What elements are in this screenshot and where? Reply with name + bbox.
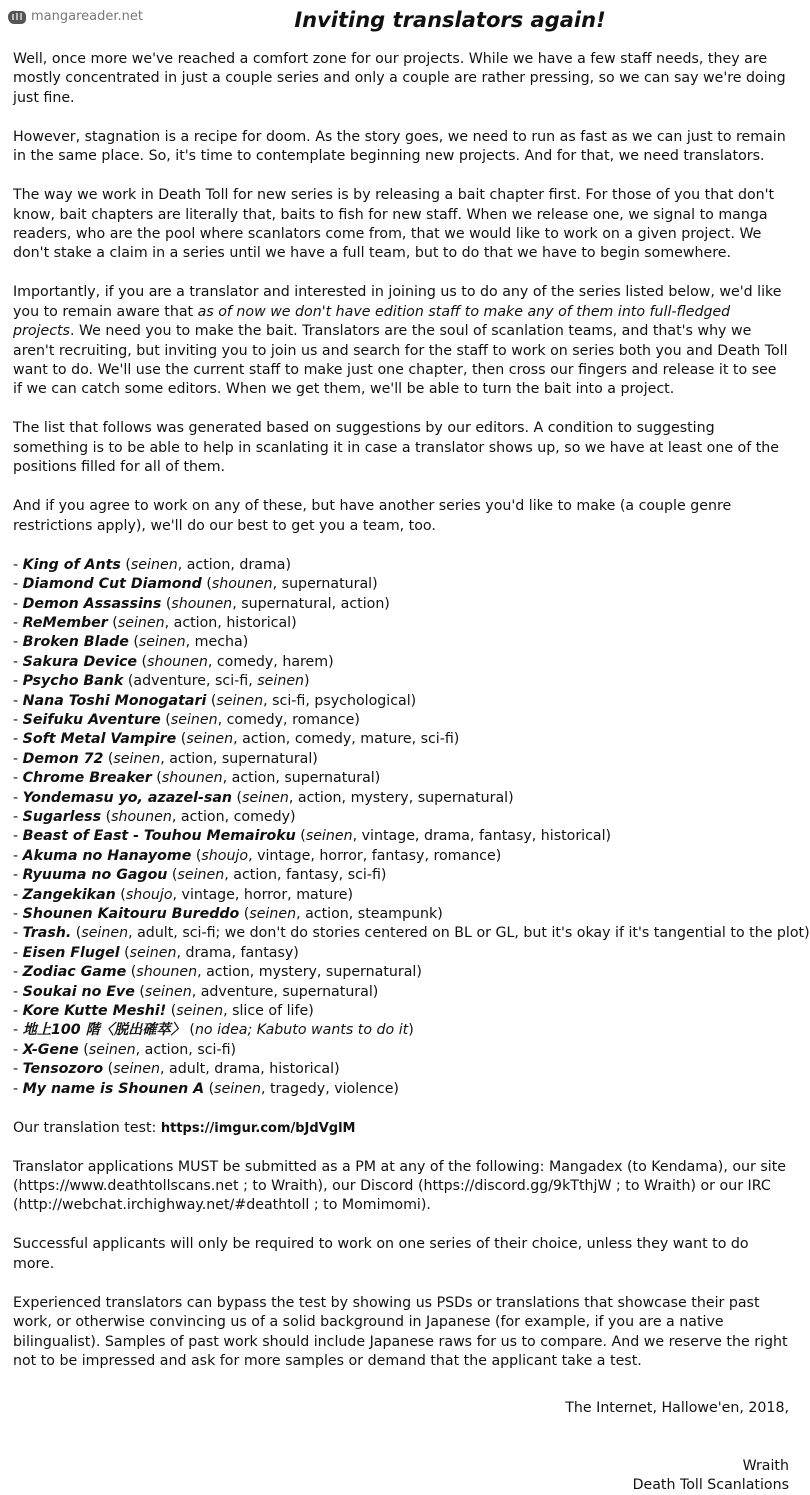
series-prefix: ( bbox=[115, 886, 126, 903]
series-prefix: ( bbox=[126, 964, 137, 981]
series-prefix: ( bbox=[295, 828, 306, 845]
series-demographic: no idea; Kabuto wants to do it bbox=[194, 1022, 409, 1039]
series-demographic: shounen bbox=[161, 770, 223, 787]
series-prefix: ( bbox=[137, 653, 148, 670]
list-dash: - bbox=[13, 634, 23, 651]
list-dash: - bbox=[13, 750, 23, 767]
series-demographic: seinen bbox=[144, 983, 192, 1000]
series-title: Demon Assassins bbox=[22, 595, 162, 612]
series-genres: , vintage, drama, fantasy, historical) bbox=[352, 828, 612, 845]
series-item bbox=[13, 692, 789, 711]
series-title: Diamond Cut Diamond bbox=[22, 576, 202, 593]
series-item bbox=[13, 595, 789, 614]
paragraph-experienced: Experienced translators can bypass the test by showing us PSDs or translations that showcase their past work, or otherwise convincing us of a solid background in Japanese (for example, if you are a native bilingualist). Samples of past work should include Japanese raws for us to compare. And we reserve the right not to be impressed and ask for more samples or demand that the applicant take a test. bbox=[13, 1294, 788, 1370]
series-prefix: ( bbox=[128, 634, 139, 651]
series-prefix: ( bbox=[232, 789, 243, 806]
series-item bbox=[13, 886, 789, 905]
paragraph-applications: Translator applications MUST be submitted as a PM at any of the following: Mangadex (to Kendama), our site (https://www.deathtollscans.net ; to Wraith), our Discord (https://discord.gg/9kTthjW ; to Wraith) or our IRC (http://webchat.irchighway.net/#deathtoll ; to Momimomi). bbox=[13, 1158, 786, 1214]
series-prefix: ( bbox=[166, 1003, 177, 1020]
series-prefix: ( bbox=[101, 808, 112, 825]
translation-test-link[interactable]: https://imgur.com/bJdVglM bbox=[160, 1120, 356, 1136]
series-demographic: seinen bbox=[176, 1003, 224, 1020]
series-item bbox=[13, 808, 789, 827]
series-title: Ryuuma no Gagou bbox=[22, 867, 168, 884]
series-prefix: ( bbox=[71, 925, 82, 942]
list-dash: - bbox=[13, 673, 23, 690]
series-title: Soft Metal Vampire bbox=[22, 731, 177, 748]
translation-test-label: Our translation test: bbox=[13, 1119, 161, 1136]
series-title: ReMember bbox=[22, 614, 108, 631]
series-title: Chrome Breaker bbox=[22, 770, 152, 787]
series-genres: , supernatural) bbox=[272, 576, 378, 593]
series-prefix: ( bbox=[103, 750, 114, 767]
series-item bbox=[13, 905, 789, 924]
series-title: Trash. bbox=[22, 925, 72, 942]
series-prefix: ( bbox=[119, 944, 130, 961]
series-title: Seifuku Aventure bbox=[22, 711, 161, 728]
series-prefix: ( bbox=[151, 770, 162, 787]
series-genres: , adult, sci-fi; we don't do stories centered on BL or GL, but it's okay if it's tangential to the plot) bbox=[128, 925, 810, 942]
list-dash: - bbox=[13, 1061, 23, 1078]
list-dash: - bbox=[13, 1003, 23, 1020]
series-genres: , action, mystery, supernatural) bbox=[288, 789, 514, 806]
series-genres: , drama, fantasy) bbox=[176, 944, 299, 961]
series-title: Sakura Device bbox=[22, 653, 138, 670]
series-demographic: seinen bbox=[216, 692, 264, 709]
series-list bbox=[13, 556, 810, 1099]
signature-group: Death Toll Scanlations bbox=[632, 1476, 789, 1493]
series-item bbox=[13, 1080, 789, 1099]
series-genres: , comedy, romance) bbox=[217, 711, 360, 728]
series-genres: , sci-fi, psychological) bbox=[263, 692, 417, 709]
series-item bbox=[13, 983, 789, 1002]
series-prefix: ( bbox=[239, 906, 250, 922]
series-genres: , comedy, harem) bbox=[207, 653, 334, 670]
series-demographic: shounen bbox=[171, 595, 233, 612]
series-prefix: ( bbox=[184, 1022, 195, 1039]
series-prefix: ( bbox=[167, 867, 178, 884]
series-item bbox=[13, 750, 789, 769]
series-demographic: shoujo bbox=[201, 847, 249, 864]
list-dash: - bbox=[13, 1022, 23, 1039]
list-dash: - bbox=[13, 944, 23, 961]
series-title: Sugarless bbox=[22, 808, 102, 825]
list-dash: - bbox=[13, 711, 23, 728]
series-title: Broken Blade bbox=[22, 634, 129, 651]
series-genres: , action, fantasy, sci-fi) bbox=[224, 867, 387, 884]
series-demographic: seinen bbox=[117, 614, 165, 631]
series-item bbox=[13, 944, 789, 963]
list-dash: - bbox=[13, 828, 23, 845]
series-item bbox=[13, 1041, 789, 1060]
series-demographic: seinen bbox=[170, 711, 218, 728]
series-item bbox=[13, 1021, 789, 1040]
series-title: Yondemasu yo, azazel-san bbox=[22, 789, 233, 806]
list-dash: - bbox=[13, 983, 23, 1000]
series-item bbox=[13, 614, 789, 633]
list-dash: - bbox=[13, 692, 23, 709]
series-genres: , vintage, horror, fantasy, romance) bbox=[248, 847, 502, 864]
list-dash: - bbox=[13, 847, 23, 864]
series-title: Eisen Flugel bbox=[22, 944, 120, 961]
paragraph-4-start: Importantly, if you are a translator and interested in joining us to do any of the series listed below, we'd like you to remain aware that bbox=[13, 284, 782, 320]
series-demographic: seinen bbox=[214, 1080, 261, 1097]
series-title: Shounen Kaitouru Bureddo bbox=[22, 906, 240, 922]
series-item bbox=[13, 1002, 789, 1021]
series-genres: , mecha) bbox=[185, 634, 249, 651]
paragraph-5: The list that follows was generated based on suggestions by our editors. A condition to suggesting something is to be able to help in scanlating it in case a translator shows up, so we have at least one of the positions filled for all of them. bbox=[13, 420, 780, 476]
series-demographic: seinen bbox=[113, 750, 161, 767]
list-dash: - bbox=[13, 1041, 23, 1058]
series-title: Tensozoro bbox=[22, 1061, 104, 1078]
list-dash: - bbox=[13, 653, 23, 670]
list-dash: - bbox=[13, 867, 23, 884]
series-prefix: ( bbox=[103, 1061, 114, 1078]
series-title: Psycho Bank bbox=[22, 673, 124, 690]
paragraph-4-end: . We need you to make the bait. Translators are the soul of scanlation teams, and that's why we aren't recruiting, but inviting you to join us and search for the staff to work on series both you and Death Toll want to do. We'll use the current staff to make just one chapter, then cross our fingers and release it to see if we can catch some editors. When we get them, we'll be able to turn the bait into a project. bbox=[13, 323, 788, 398]
series-demographic: shounen bbox=[111, 808, 172, 825]
series-item bbox=[13, 827, 789, 846]
series-title: Kore Kutte Meshi! bbox=[22, 1003, 167, 1020]
signature-place-date: The Internet, Hallowe'en, 2018, bbox=[565, 1400, 789, 1417]
paragraph-3: The way we work in Death Toll for new series is by releasing a bait chapter first. For those of you that don't know, bait chapters are literally that, baits to fish for new staff. When we release one, we signal to manga readers, who are the pool where scanlators come from, that we would like to work on a given project. We don't stake a claim in a series until we have a full team, but to do that we have to begin somewhere. bbox=[13, 187, 775, 262]
list-dash: - bbox=[13, 556, 23, 573]
series-title: 地上100 階〈脱出確萃〉 bbox=[22, 1022, 185, 1039]
series-prefix: ( bbox=[176, 731, 187, 748]
watermark-text: mangareader.net bbox=[31, 9, 143, 24]
series-genres: , adventure, supernatural) bbox=[191, 983, 379, 1000]
series-prefix: ( bbox=[120, 556, 131, 573]
list-dash: - bbox=[13, 808, 23, 825]
series-prefix: ( bbox=[134, 983, 145, 1000]
series-demographic: seinen bbox=[249, 906, 297, 922]
translation-test-line bbox=[13, 1119, 789, 1138]
list-dash: - bbox=[13, 595, 23, 612]
series-prefix: ( bbox=[161, 595, 172, 612]
series-title: Beast of East - Touhou Memairoku bbox=[22, 828, 296, 845]
series-demographic: seinen bbox=[88, 1041, 136, 1058]
paragraph-6: And if you agree to work on any of these, but have another series you'd like to make (a couple genre restrictions apply), we'll do our best to get you a team, too. bbox=[13, 498, 732, 534]
document-body bbox=[13, 50, 810, 1495]
series-title: Zodiac Game bbox=[22, 964, 127, 981]
series-item bbox=[13, 633, 789, 652]
series-title: Demon 72 bbox=[22, 750, 104, 767]
series-item bbox=[13, 575, 789, 594]
series-title: My name is Shounen A bbox=[22, 1080, 205, 1097]
series-item bbox=[13, 963, 789, 982]
series-title: King of Ants bbox=[22, 556, 121, 573]
series-genres: ) bbox=[408, 1022, 414, 1039]
series-item bbox=[13, 924, 810, 943]
series-genres: , action, steampunk) bbox=[296, 906, 443, 922]
series-genres: , adult, drama, historical) bbox=[159, 1061, 340, 1078]
series-genres: , tragedy, violence) bbox=[260, 1080, 399, 1097]
series-genres: , vintage, horror, mature) bbox=[172, 886, 354, 903]
series-title: Soukai no Eve bbox=[22, 983, 135, 1000]
series-genres: , action, supernatural) bbox=[222, 770, 381, 787]
series-genres: , action, mystery, supernatural) bbox=[197, 964, 422, 981]
series-prefix: ( bbox=[107, 614, 118, 631]
series-item bbox=[13, 1060, 789, 1079]
paragraph-applicants: Successful applicants will only be required to work on one series of their choice, unless they want to do more. bbox=[13, 1236, 749, 1272]
series-demographic: seinen bbox=[177, 867, 225, 884]
series-genres: , action, supernatural) bbox=[160, 750, 318, 767]
series-prefix: ( bbox=[191, 847, 202, 864]
series-demographic: shoujo bbox=[125, 886, 173, 903]
paragraph-4 bbox=[13, 283, 789, 399]
series-item bbox=[13, 556, 789, 575]
series-item bbox=[13, 730, 789, 749]
series-demographic: seinen bbox=[186, 731, 234, 748]
series-prefix: ( bbox=[201, 576, 212, 593]
series-genres: , action, comedy) bbox=[171, 808, 296, 825]
series-prefix: ( bbox=[78, 1041, 89, 1058]
series-genres: , action, drama) bbox=[177, 556, 291, 573]
series-item bbox=[13, 847, 789, 866]
series-demographic: seinen bbox=[129, 944, 177, 961]
series-item bbox=[13, 789, 789, 808]
list-dash: - bbox=[13, 614, 23, 631]
series-demographic: seinen bbox=[305, 828, 353, 845]
series-demographic: shounen bbox=[211, 576, 273, 593]
series-demographic: shounen bbox=[136, 964, 198, 981]
series-item bbox=[13, 769, 789, 788]
paragraph-4-emphasis: as of now we don't have edition staff to make any of them into full-fledged projects bbox=[13, 303, 731, 340]
list-dash: - bbox=[13, 906, 23, 922]
list-dash: - bbox=[13, 1080, 23, 1097]
series-title: Zangekikan bbox=[22, 886, 116, 903]
series-item bbox=[13, 866, 789, 885]
series-demographic: seinen bbox=[113, 1061, 160, 1078]
series-demographic: seinen bbox=[257, 673, 305, 690]
list-dash: - bbox=[13, 886, 23, 903]
series-genres: ) bbox=[304, 673, 310, 690]
series-title: X-Gene bbox=[22, 1041, 79, 1058]
signature-name: Wraith bbox=[742, 1457, 789, 1474]
series-item bbox=[13, 672, 789, 691]
series-genres: , action, historical) bbox=[164, 614, 297, 631]
page-title: Inviting translators again! bbox=[294, 8, 606, 32]
list-dash: - bbox=[13, 789, 23, 806]
list-dash: - bbox=[13, 731, 23, 748]
series-demographic: seinen bbox=[130, 556, 178, 573]
series-demographic: seinen bbox=[138, 634, 186, 651]
series-prefix: ( bbox=[160, 711, 171, 728]
series-title: Akuma no Hanayome bbox=[22, 847, 192, 864]
series-genres: , supernatural, action) bbox=[232, 595, 390, 612]
series-title: Nana Toshi Monogatari bbox=[22, 692, 207, 709]
series-genres: , action, sci-fi) bbox=[135, 1041, 237, 1058]
series-prefix: (adventure, sci-fi, bbox=[123, 673, 258, 690]
series-item bbox=[13, 711, 789, 730]
list-dash: - bbox=[13, 576, 23, 593]
series-genres: , action, comedy, mature, sci-fi) bbox=[233, 731, 460, 748]
list-dash: - bbox=[13, 925, 23, 942]
series-item bbox=[13, 653, 789, 672]
list-dash: - bbox=[13, 770, 23, 787]
series-demographic: shounen bbox=[147, 653, 208, 670]
series-prefix: ( bbox=[204, 1080, 215, 1097]
series-demographic: seinen bbox=[242, 789, 289, 806]
series-prefix: ( bbox=[206, 692, 217, 709]
paragraph-2: However, stagnation is a recipe for doom. As the story goes, we need to run as fast as we can just to remain in the same place. So, it's time to contemplate beginning new projects. And for that, we need translators. bbox=[13, 128, 786, 165]
series-demographic: seinen bbox=[81, 925, 129, 942]
series-genres: , slice of life) bbox=[223, 1003, 314, 1020]
list-dash: - bbox=[13, 964, 23, 981]
paragraph-1: Well, once more we've reached a comfort zone for our projects. While we have a few staff needs, they are mostly concentrated in just a couple series and only a couple are rather pressing, so we can say we're doing just fine. bbox=[13, 51, 786, 106]
